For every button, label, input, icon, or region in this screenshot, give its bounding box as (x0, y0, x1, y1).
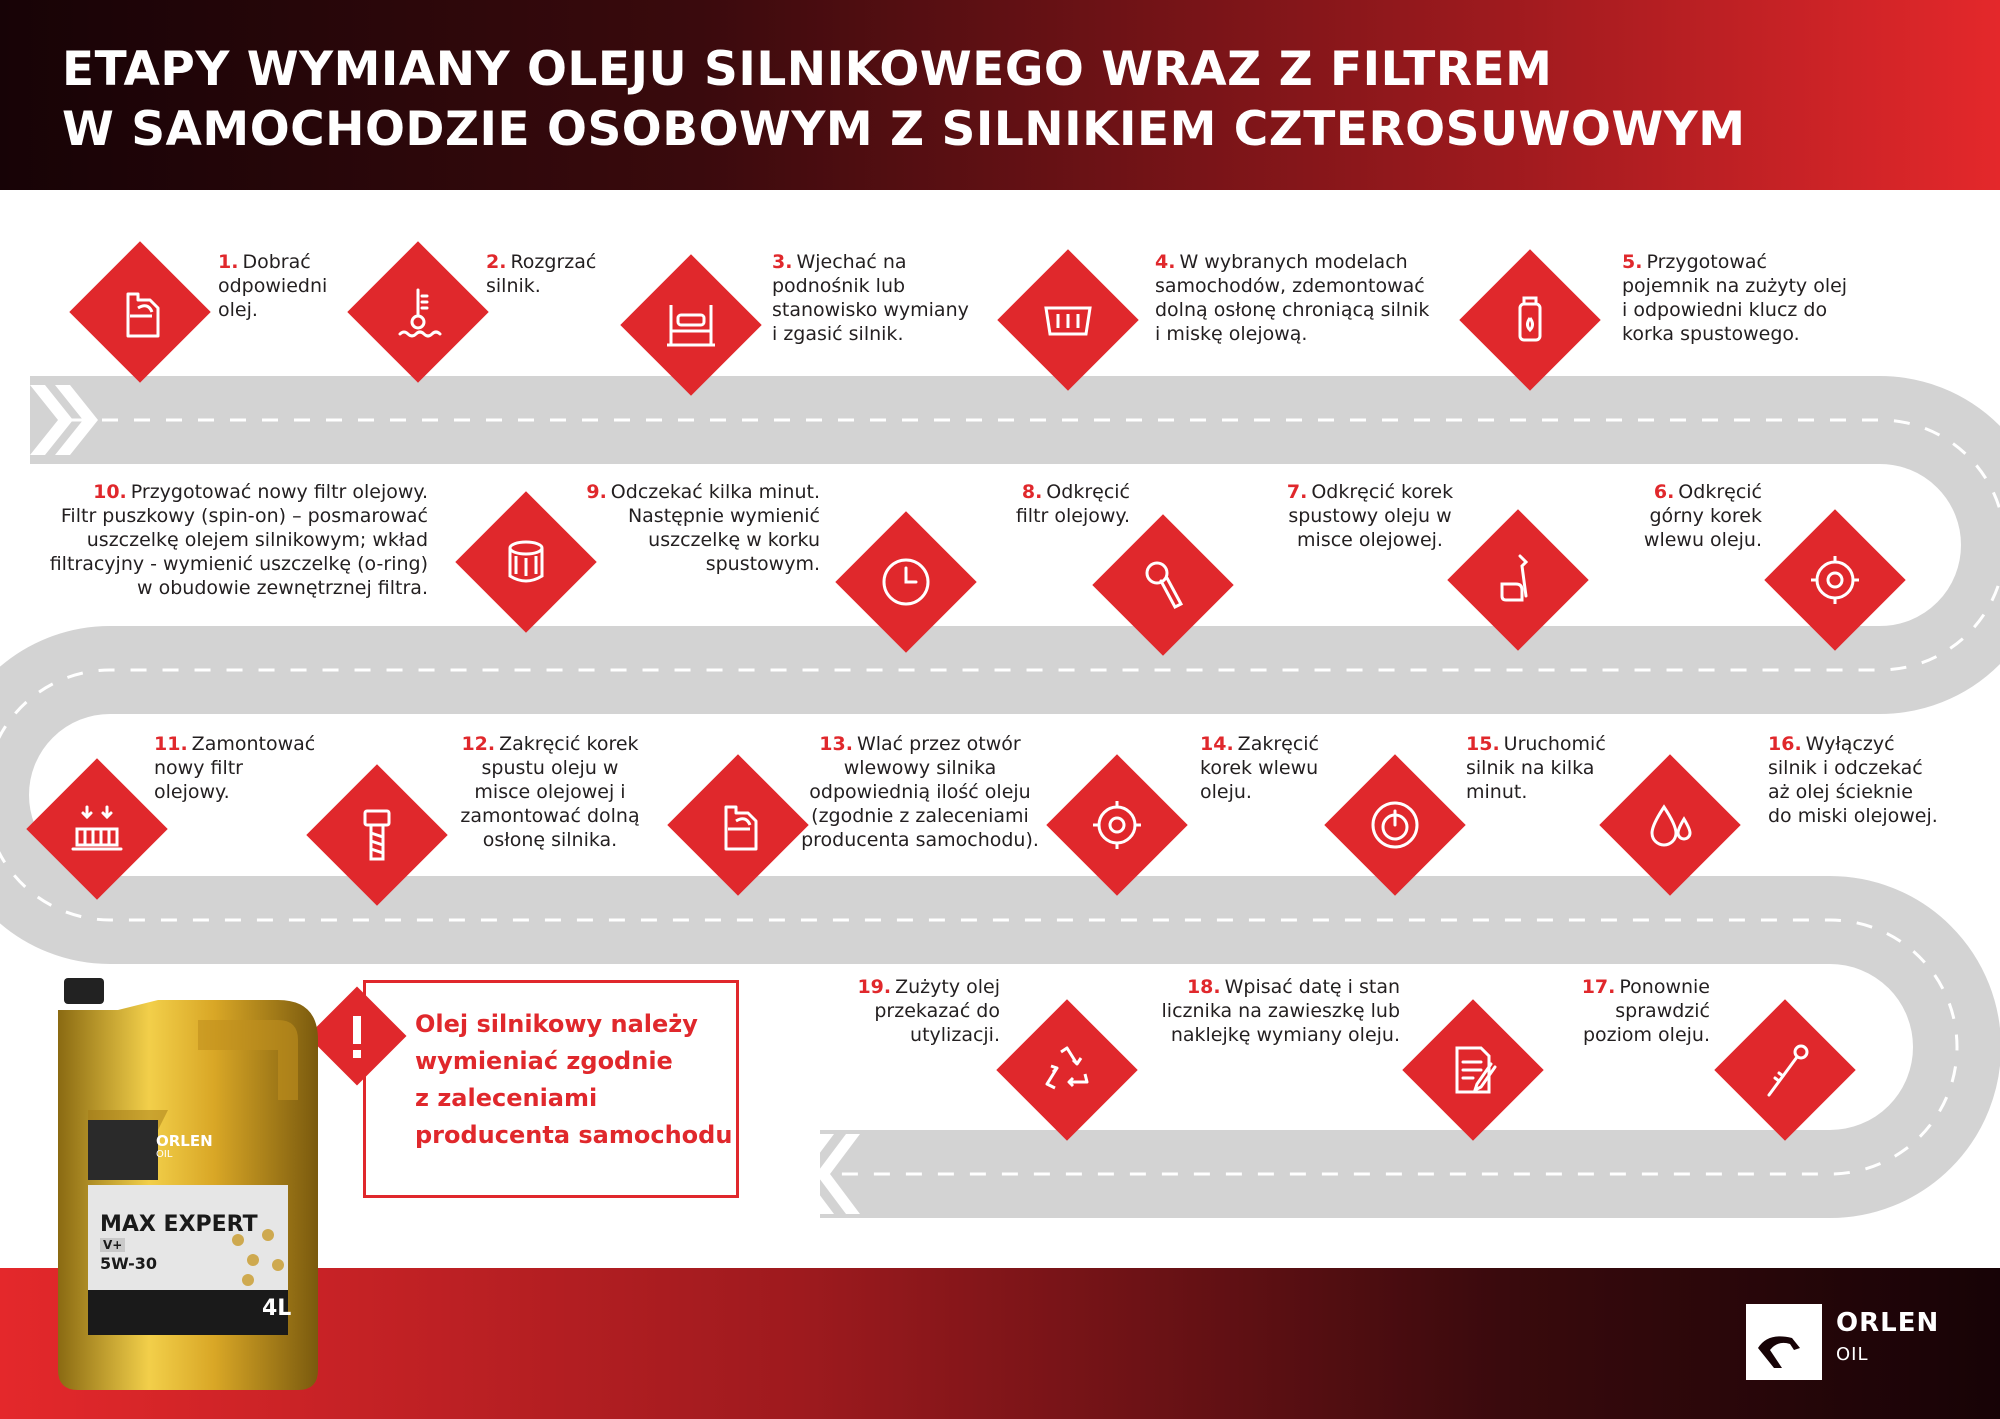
step-16-text: Wyłączyć silnik i odczekać aż olej ścieknie do miski olejowej. (1768, 733, 1938, 827)
logo-sub: OIL (1836, 1344, 1869, 1365)
step-8-number: 8. (1021, 481, 1043, 503)
canister-brand-sub: OIL (156, 1149, 173, 1160)
step-17-text: Ponownie sprawdzić poziom oleju. (1582, 976, 1710, 1046)
step-12-text: Zakręcić korek spustu oleju w misce olejowej i zamontować dolną osłonę silnika. (460, 733, 640, 851)
thermometer-icon (378, 272, 458, 352)
step-18-number: 18. (1186, 976, 1221, 998)
step-15-number: 15. (1466, 733, 1500, 755)
oil-canister-icon (698, 785, 778, 865)
step-5 (1622, 250, 1902, 346)
step-19-number: 19. (857, 976, 892, 998)
step-16-number: 16. (1768, 733, 1802, 755)
title-line-1: ETAPY WYMIANY OLEJU SILNIKOWEGO WRAZ Z FILTREM (62, 42, 1553, 97)
step-2-text: Rozgrzać silnik. (486, 251, 597, 297)
oil-container-icon (1490, 280, 1570, 360)
step-10-text: Przygotować nowy filtr olejowy. Filtr puszkowy (spin-on) – posmarować uszczelkę olejem silnikowym; wkład filtracyjny - wymienić uszczelkę (o-ring) w obudowie zewnętrznej filtra. (49, 481, 428, 599)
filler-cap-icon (1077, 785, 1157, 865)
step-18-text: Wpisać datę i stan licznika na zawieszkę lub naklejkę wymiany oleju. (1161, 976, 1400, 1046)
step-14-text: Zakręcić korek wlewu oleju. (1200, 733, 1320, 803)
step-12 (440, 732, 660, 852)
step-13-text: Wlać przez otwór wlewowy silnika odpowiednią ilość oleju (zgodnie z zaleceniami producenta samochodu). (801, 733, 1039, 851)
oil-pan-icon (1028, 280, 1108, 360)
step-9-number: 9. (586, 481, 607, 503)
step-5-number: 5. (1622, 251, 1643, 273)
step-16 (1768, 732, 1978, 828)
step-15 (1466, 732, 1646, 804)
warning-text: Olej silnikowy należy wymieniać zgodnie z zaleceniami producenta samochodu (415, 1010, 733, 1149)
document-pen-icon (1433, 1030, 1513, 1110)
bolt-icon (337, 795, 417, 875)
canister-product-name: MAX EXPERT (100, 1212, 258, 1237)
step-5-text: Przygotować pojemnik na zużyty olej i odpowiedni klucz do korka spustowego. (1622, 251, 1848, 345)
step-14 (1200, 732, 1370, 804)
canister-variant: V+ (100, 1238, 125, 1252)
step-13 (795, 732, 1045, 852)
step-11-text: Zamontować nowy filtr olejowy. (154, 733, 316, 803)
step-6-number: 6. (1653, 481, 1675, 503)
step-1 (218, 250, 358, 322)
recycle-icon (1027, 1030, 1107, 1110)
canister-brand: ORLEN (156, 1132, 213, 1150)
step-4-text: W wybranych modelach samochodów, zdemontować dolną osłonę chroniącą silnik i miskę olejową. (1155, 251, 1430, 345)
step-3-number: 3. (772, 251, 793, 273)
step-10 (20, 480, 428, 600)
step-4-number: 4. (1155, 251, 1176, 273)
filter-wrench-icon (1123, 545, 1203, 625)
step-19 (820, 975, 1000, 1047)
orlen-logo-icon (1744, 1302, 1824, 1382)
step-1-number: 1. (218, 251, 239, 273)
step-17 (1520, 975, 1710, 1047)
step-18 (1090, 975, 1400, 1047)
step-15-text: Uruchomić silnik na kilka minut. (1466, 733, 1606, 803)
step-2-number: 2. (486, 251, 507, 273)
step-6-text: Odkręcić górny korek wlewu oleju. (1643, 481, 1762, 551)
title-line-2: W SAMOCHODZIE OSOBOWYM Z SILNIKIEM CZTEROSUWOWYM (62, 102, 1746, 157)
logo-name: ORLEN (1836, 1308, 1940, 1338)
step-1-text: Dobrać odpowiedni olej. (218, 251, 328, 321)
step-11-number: 11. (154, 733, 188, 755)
power-button-icon (1355, 785, 1435, 865)
step-13-number: 13. (819, 733, 853, 755)
oil-drops-icon (1630, 785, 1710, 865)
step-7 (1260, 480, 1480, 552)
oil-canister-product (48, 960, 348, 1400)
canister-viscosity: 5W-30 (100, 1254, 157, 1273)
step-10-number: 10. (93, 481, 127, 503)
step-8 (960, 480, 1130, 528)
step-14-number: 14. (1200, 733, 1234, 755)
step-7-text: Odkręcić korek spustowy oleju w misce olejowej. (1288, 481, 1454, 551)
step-6 (1582, 480, 1762, 552)
hand-wrench-icon (1478, 540, 1558, 620)
dipstick-icon (1745, 1030, 1825, 1110)
step-11 (154, 732, 354, 804)
step-3 (772, 250, 1002, 346)
step-19-text: Zużyty olej przekazać do utylizacji. (874, 976, 1000, 1046)
clock-icon (866, 542, 946, 622)
step-8-text: Odkręcić filtr olejowy. (1015, 481, 1130, 527)
oil-canister-icon (100, 272, 180, 352)
step-9-text: Odczekać kilka minut. Następnie wymienić uszczelkę w korku spustowym. (610, 481, 820, 575)
step-2 (486, 250, 636, 298)
step-12-number: 12. (461, 733, 496, 755)
step-17-number: 17. (1581, 976, 1616, 998)
filter-mount-icon (57, 789, 137, 869)
step-3-text: Wjechać na podnośnik lub stanowisko wymiany i zgasić silnik. (772, 251, 969, 345)
filler-cap-icon (1795, 540, 1875, 620)
car-lift-icon (651, 285, 731, 365)
step-4 (1155, 250, 1455, 346)
canister-volume: 4L (262, 1296, 292, 1321)
oil-filter-icon (486, 522, 566, 602)
step-7-number: 7. (1286, 481, 1308, 503)
